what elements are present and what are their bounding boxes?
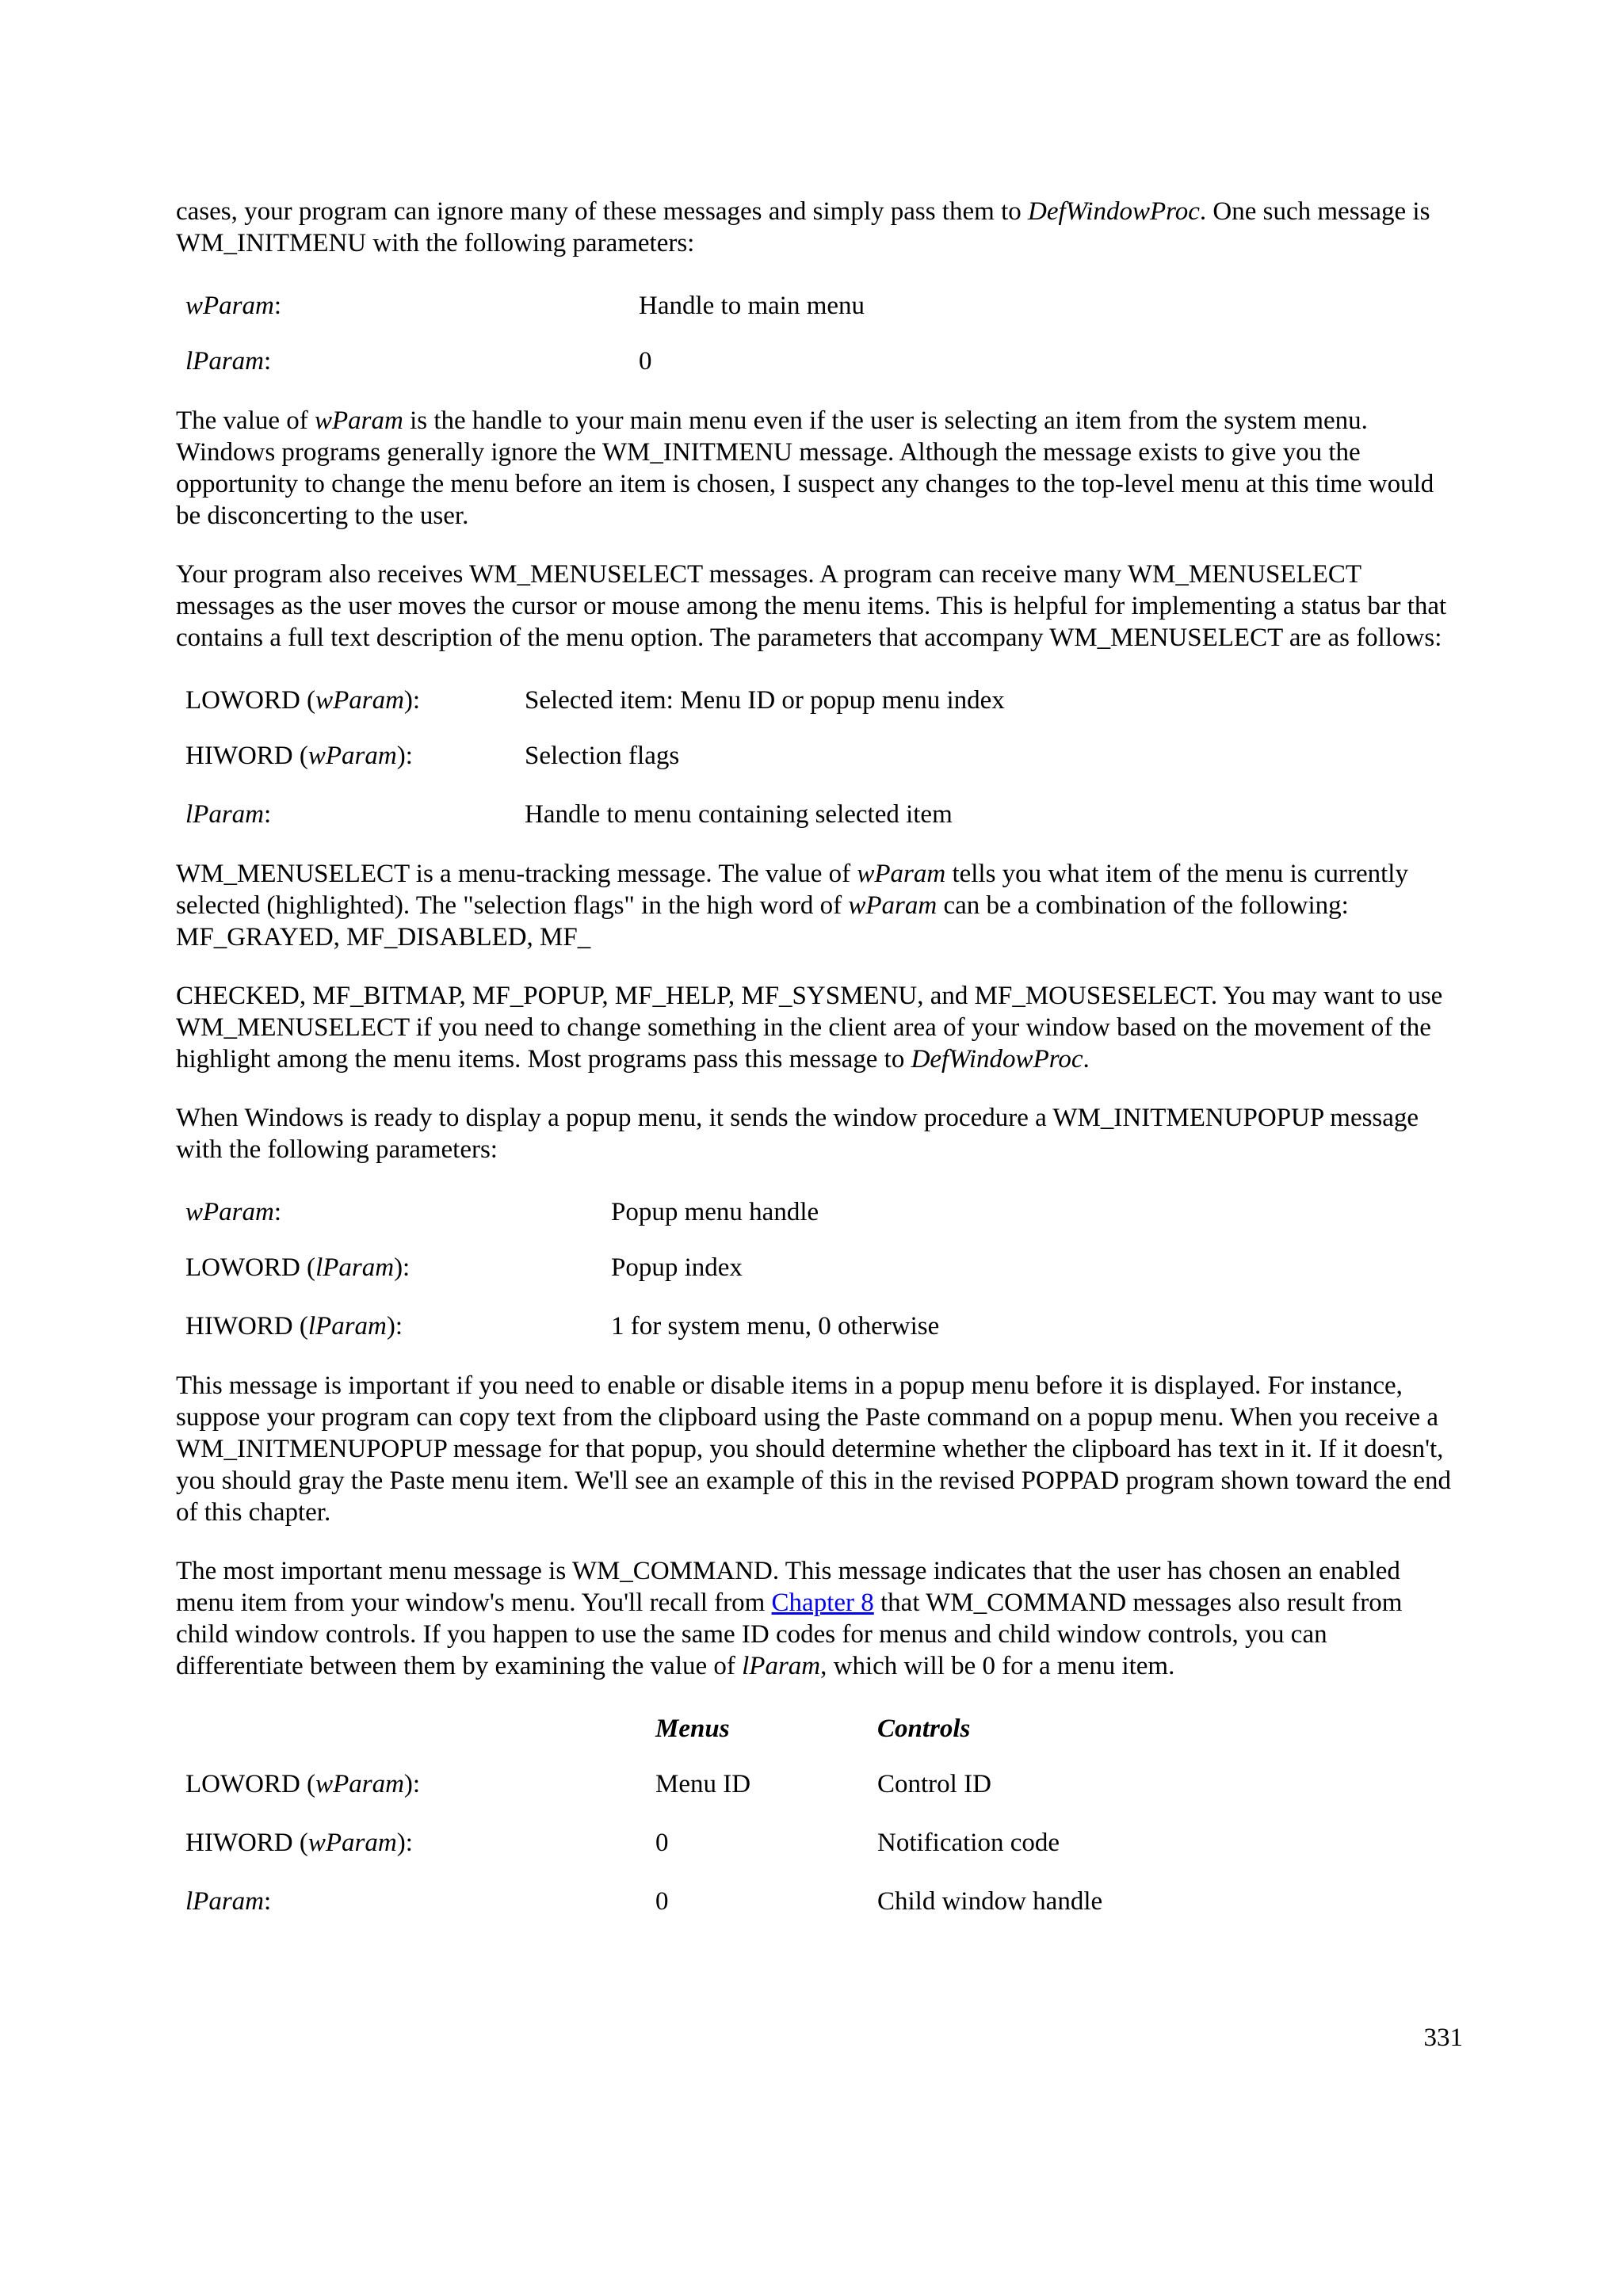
controls-value-cell: Control ID	[877, 1770, 991, 1798]
important-paragraph: This message is important if you need to enable or disable items in a popup menu before it is displayed. For instance, suppose your program can copy text from the clipboard using the Paste command on a popup menu. When you receive a WM_INITMENUPOPUP message for that popup, you should determine whether the clipboard has text in it. If it doesn't, you should gray the Paste menu item. We'll see an example of this in the revised POPPAD program shown toward the end of this chapter.	[176, 1371, 1452, 1527]
param-name-cell: wParam:	[185, 292, 282, 320]
chapter-8-link[interactable]: Chapter 8	[771, 1589, 874, 1617]
checked-paragraph: CHECKED, MF_BITMAP, MF_POPUP, MF_HELP, MF_SYSMENU, and MF_MOUSESELECT. You may want to use WM_MENUSELECT if you need to change something in the client area of your window based on the movement of the highlight among the menu items. Most programs pass this message to DefWindowProc.	[176, 982, 1443, 1074]
table-row	[176, 1814, 1102, 1872]
table-row	[176, 1238, 939, 1297]
command-params-table	[176, 1703, 1102, 1931]
menus-value-cell: Menu ID	[655, 1770, 751, 1798]
popup-paragraph: When Windows is ready to display a popup menu, it sends the window procedure a WM_INITMENUPOPUP message with the following parameters:	[176, 1104, 1419, 1164]
param-name-cell: LOWORD (lParam):	[185, 1253, 411, 1282]
param-name-cell: LOWORD (wParam):	[185, 1770, 421, 1798]
controls-value-cell: Child window handle	[877, 1887, 1103, 1916]
param-name-cell: lParam:	[185, 800, 272, 829]
param-name-cell: HIWORD (wParam):	[185, 1829, 413, 1857]
param-name-cell: lParam:	[185, 1887, 272, 1916]
table-row	[176, 1297, 939, 1356]
menus-value-cell: 0	[655, 1829, 669, 1857]
param-value-cell: 1 for system menu, 0 otherwise	[611, 1312, 940, 1341]
menus-value-cell: 0	[655, 1887, 669, 1916]
wparam-paragraph: The value of wParam is the handle to your main menu even if the user is selecting an item from the system menu. Windows programs generally ignore the WM_INITMENU message. Although the message exists to give you the opportunity to change the menu before an item is chosen, I suspect any changes to the top-level menu at this time would be disconcerting to the user.	[176, 406, 1434, 530]
table-row	[176, 674, 1005, 727]
param-value-cell: Selected item: Menu ID or popup menu index	[525, 686, 1005, 715]
param-value-cell: Popup index	[611, 1253, 743, 1282]
table-row	[176, 280, 865, 332]
param-name-cell: HIWORD (lParam):	[185, 1312, 403, 1341]
param-value-cell: Handle to main menu	[639, 292, 865, 320]
table-header-row	[176, 1703, 1102, 1755]
table-row	[176, 1755, 1102, 1814]
command-paragraph: The most important menu message is WM_COMMAND. This message indicates that the user has chosen an enabled menu item from your window's menu. You'll recall from Chapter 8 that WM_COMMAND messages also result from child window controls. If you happen to use the same ID codes for menus and child window controls, you can differentiate between them by examining the value of lParam, which will be 0 for a menu item.	[176, 1557, 1403, 1680]
initmenupopup-params-table	[176, 1186, 939, 1356]
menus-column-header: Menus	[655, 1714, 730, 1743]
controls-column-header: Controls	[877, 1714, 971, 1743]
param-name-cell: lParam:	[185, 347, 272, 376]
table-row	[176, 727, 1005, 785]
intro-text-1: cases, your program can ignore many of these messages and simply pass them to	[176, 197, 1028, 226]
param-value-cell: Handle to menu containing selected item	[525, 800, 953, 829]
empty-header-cell	[176, 1703, 646, 1755]
menuselect-params-table	[176, 674, 1005, 844]
intro-paragraph	[176, 196, 1460, 259]
param-name-cell: HIWORD (wParam):	[185, 742, 413, 770]
table-row	[176, 1872, 1102, 1931]
param-name-cell: wParam:	[185, 1198, 282, 1226]
param-value-cell: Popup menu handle	[611, 1198, 819, 1226]
intro-text-2: . One such message is WM_INITMENU with the following parameters:	[176, 197, 1430, 257]
controls-value-cell: Notification code	[877, 1829, 1060, 1857]
initmenu-params-table	[176, 280, 865, 391]
param-name-cell: LOWORD (wParam):	[185, 686, 421, 715]
menuselect-paragraph: Your program also receives WM_MENUSELECT messages. A program can receive many WM_MENUSELECT messages as the user moves the cursor or mouse among the menu items. This is helpful for implementing a status bar that contains a full text description of the menu option. The parameters that accompany WM_MENUSELECT are as follows:	[176, 560, 1447, 652]
document-page	[176, 196, 1460, 1931]
table-row	[176, 785, 1005, 844]
tracking-paragraph: WM_MENUSELECT is a menu-tracking message. The value of wParam tells you what item of the menu is currently selected (highlighted). The "selection flags" in the high word of wParam can be a combination of the following: MF_GRAYED, MF_DISABLED, MF_	[176, 860, 1408, 952]
defwindowproc-term: DefWindowProc	[1027, 197, 1200, 226]
param-value-cell: 0	[639, 347, 652, 376]
table-row	[176, 332, 865, 391]
table-row	[176, 1186, 939, 1238]
param-value-cell: Selection flags	[525, 742, 680, 770]
page-number: 331	[1423, 2023, 1463, 2052]
